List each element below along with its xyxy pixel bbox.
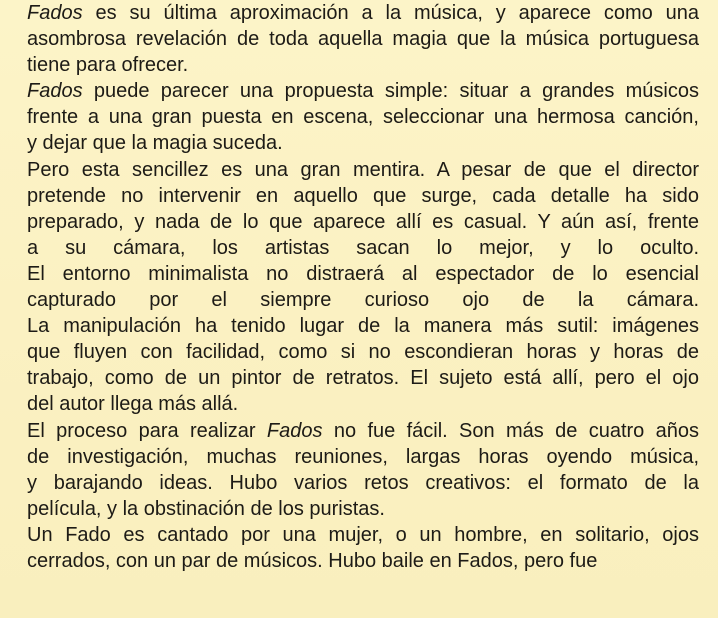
text-line: frente a una gran puesta en escena, seleccionar una hermosa canción,: [27, 106, 699, 129]
text-line: pretende no intervenir en aquello que surge, cada detalle ha sido: [27, 184, 699, 207]
text-line: trabajo, como de un pintor de retratos. El sujeto está allí, pero el ojo: [27, 367, 699, 390]
text-line: y barajando ideas. Hubo varios retos creativos: el formato de la: [27, 471, 699, 494]
text-line: y dejar que la magia suceda.: [27, 132, 283, 155]
text-line: Pero esta sencillez es una gran mentira. A pesar de que el director: [27, 158, 699, 181]
text-line: a su cámara, los artistas sacan lo mejor, y lo oculto.: [27, 236, 699, 259]
text-line: La manipulación ha tenido lugar de la manera más sutil: imágenes: [27, 315, 699, 338]
text-line: cerrados, con un par de músicos. Hubo baile en Fados, pero fue: [27, 549, 598, 572]
text-line: que fluyen con facilidad, como si no escondieran horas y horas de: [27, 341, 699, 364]
text-line: de investigación, muchas reuniones, largas horas oyendo música,: [27, 445, 699, 468]
text-line: Fados es su última aproximación a la música, y aparece como una: [27, 2, 699, 24]
text-line: preparado, y nada de lo que aparece allí es casual. Y aún así, frente: [27, 210, 699, 233]
text-line: asombrosa revelación de toda aquella magia que la música portuguesa: [27, 28, 699, 51]
film-title: Fados: [266, 419, 323, 442]
text-line: El proceso para realizar Fados no fue fácil. Son más de cuatro años: [27, 419, 699, 442]
film-title: Fados: [27, 2, 83, 24]
text-line: del autor llega más allá.: [27, 393, 239, 416]
text-line: tiene para ofrecer.: [27, 54, 189, 77]
article-body: [27, 0, 699, 574]
text-line: película, y la obstinación de los puristas.: [27, 497, 385, 520]
film-title: Fados: [27, 80, 83, 103]
text-line: Un Fado es cantado por una mujer, o un hombre, en solitario, ojos: [27, 523, 699, 546]
text-line: El entorno minimalista no distraerá al espectador de lo esencial: [27, 262, 699, 285]
text-line: Fados puede parecer una propuesta simple: situar a grandes músicos: [27, 80, 699, 103]
text-line: capturado por el siempre curioso ojo de la cámara.: [27, 289, 699, 312]
